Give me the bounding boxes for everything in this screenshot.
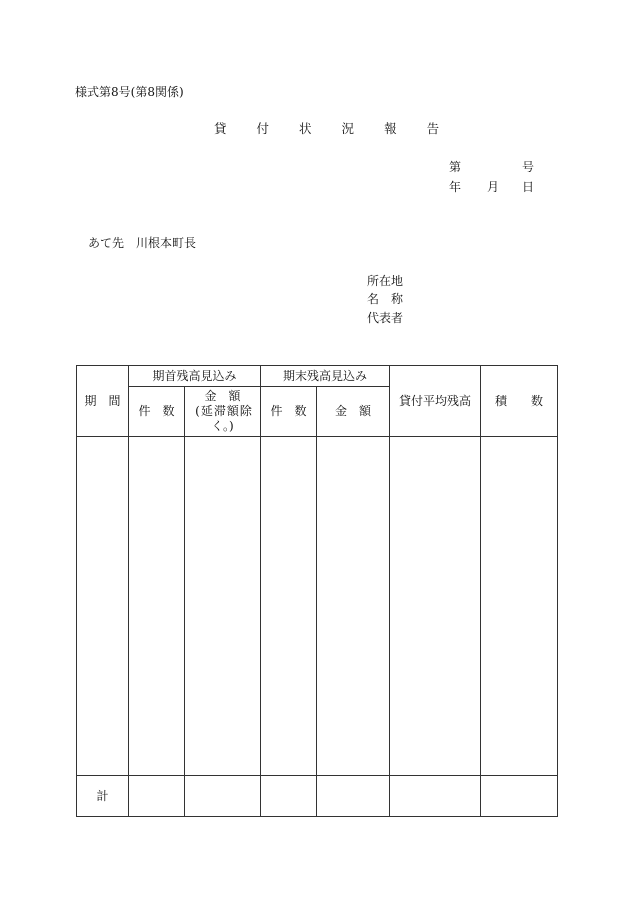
closing-count-header: 件 数 bbox=[261, 387, 317, 437]
opening-count-header: 件 数 bbox=[129, 387, 185, 437]
opening-amount-label: 金 額 bbox=[204, 389, 241, 403]
title-char: 状 bbox=[299, 121, 312, 136]
total-row bbox=[77, 776, 558, 817]
period-cell[interactable] bbox=[77, 437, 129, 776]
opening-count-cell[interactable] bbox=[129, 437, 185, 776]
sender-address-label: 所在地 bbox=[367, 274, 404, 288]
sender-representative-label: 代表者 bbox=[367, 311, 404, 325]
date-day-label: 日 bbox=[522, 180, 535, 194]
closing-balance-header: 期末残高見込み bbox=[261, 366, 390, 387]
title-char: 報 bbox=[384, 121, 397, 136]
document-title bbox=[214, 123, 439, 136]
document-number-suffix: 号 bbox=[522, 160, 535, 174]
loan-status-table bbox=[76, 365, 558, 817]
addressee: あて先 川根本町長 bbox=[88, 236, 197, 250]
title-char: 況 bbox=[341, 121, 355, 136]
total-opening-amount-cell[interactable] bbox=[185, 776, 261, 817]
opening-amount-cell[interactable] bbox=[185, 437, 261, 776]
opening-amount-note-1: (延滞額除 bbox=[195, 404, 253, 418]
product-header: 積 数 bbox=[481, 366, 558, 437]
opening-amount-note-2: く。) bbox=[211, 419, 234, 433]
total-label: 計 bbox=[77, 776, 129, 817]
total-closing-amount-cell[interactable] bbox=[317, 776, 390, 817]
sender-name-label: 名 称 bbox=[367, 292, 404, 306]
total-closing-count-cell[interactable] bbox=[261, 776, 317, 817]
closing-amount-cell[interactable] bbox=[317, 437, 390, 776]
document-number-label: 第 bbox=[449, 160, 462, 174]
form-number: 様式第8号(第8関係) bbox=[75, 85, 184, 99]
title-char: 貸 bbox=[214, 121, 227, 136]
total-opening-count-cell[interactable] bbox=[129, 776, 185, 817]
title-char: 告 bbox=[426, 121, 440, 136]
opening-amount-header bbox=[185, 387, 261, 437]
date-month-label: 月 bbox=[487, 180, 500, 194]
closing-amount-header: 金 額 bbox=[317, 387, 390, 437]
table-row bbox=[77, 437, 558, 776]
product-cell[interactable] bbox=[481, 437, 558, 776]
opening-balance-header: 期首残高見込み bbox=[129, 366, 261, 387]
title-char: 付 bbox=[256, 121, 270, 136]
period-header: 期 間 bbox=[77, 366, 129, 437]
closing-count-cell[interactable] bbox=[261, 437, 317, 776]
average-balance-cell[interactable] bbox=[390, 437, 481, 776]
total-average-balance-cell[interactable] bbox=[390, 776, 481, 817]
total-product-cell[interactable] bbox=[481, 776, 558, 817]
average-balance-header: 貸付平均残高 bbox=[390, 366, 481, 437]
date-year-label: 年 bbox=[449, 180, 462, 194]
